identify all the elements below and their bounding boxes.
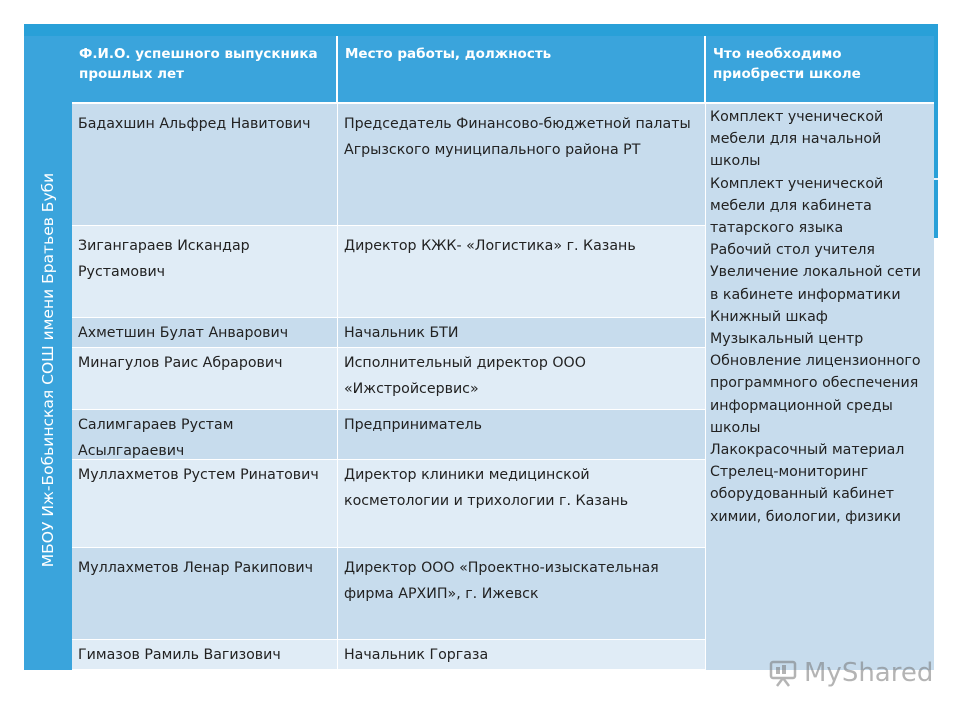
needs-item: Книжный шкаф [710, 308, 828, 325]
row-4-work: Исполнительный директор ООО «Ижстройсервис» [338, 348, 706, 410]
needs-item: Комплект ученической мебели для начальной школы [710, 109, 884, 170]
header-name: Ф.И.О. успешного выпускника прошлых лет [72, 36, 338, 104]
slide [24, 24, 938, 670]
needs-item: Комплект ученической мебели для кабинета татарского языка [710, 175, 884, 237]
needs-item: Лакокрасочный материал [710, 442, 905, 459]
row-2-work: Директор КЖК- «Логистика» г. Казань [338, 226, 706, 318]
side-label-cell [24, 104, 74, 670]
row-5-work: Предприниматель [338, 410, 706, 460]
row-8-name: Гимазов Рамиль Вагизович [72, 640, 338, 670]
row-3-name: Ахметшин Булат Анварович [72, 318, 338, 348]
header-work: Место работы, должность [338, 36, 706, 104]
row-1-name: Бадахшин Альфред Навитович [72, 104, 338, 226]
presentation-icon [768, 658, 798, 688]
needs-item: Увеличение локальной сети в кабинете информатики [710, 264, 922, 303]
row-3-work: Начальник БТИ [338, 318, 706, 348]
row-8-work: Начальник Горгаза [338, 640, 706, 670]
header-needs: Что необходимо приобрести школе [706, 36, 934, 104]
needs-item: Рабочий стол учителя [710, 242, 875, 259]
needs-list [706, 104, 934, 670]
watermark [768, 658, 933, 688]
row-4-name: Минагулов Раис Абрарович [72, 348, 338, 410]
row-7-name: Муллахметов Ленар Ракипович [72, 548, 338, 640]
needs-item: Стрелец-мониторинг оборудованный кабинет химии, биологии, физики [710, 464, 901, 525]
needs-item: Музыкальный центр [710, 331, 864, 348]
row-5-name: Салимгараев Рустам Асылгараевич [72, 410, 338, 460]
watermark-text: MyShared [804, 658, 934, 688]
row-6-work: Директор клиники медицинской косметологии и трихологии г. Казань [338, 460, 706, 548]
row-1-work: Председатель Финансово-бюджетной палаты Агрызского муниципального района РТ [338, 104, 706, 226]
school-name: МБОУ Иж-Бобьинская СОШ имени Братьев Буби [39, 172, 57, 568]
row-7-work: Директор ООО «Проектно-изыскательная фирма АРХИП», г. Ижевск [338, 548, 706, 640]
needs-item: Обновление лицензионного программного обеспечения информационной среды школы [710, 353, 921, 436]
side-header-cell [24, 36, 74, 104]
row-6-name: Муллахметов Рустем Ринатович [72, 460, 338, 548]
row-2-name: Зигангараев Искандар Рустамович [72, 226, 338, 318]
